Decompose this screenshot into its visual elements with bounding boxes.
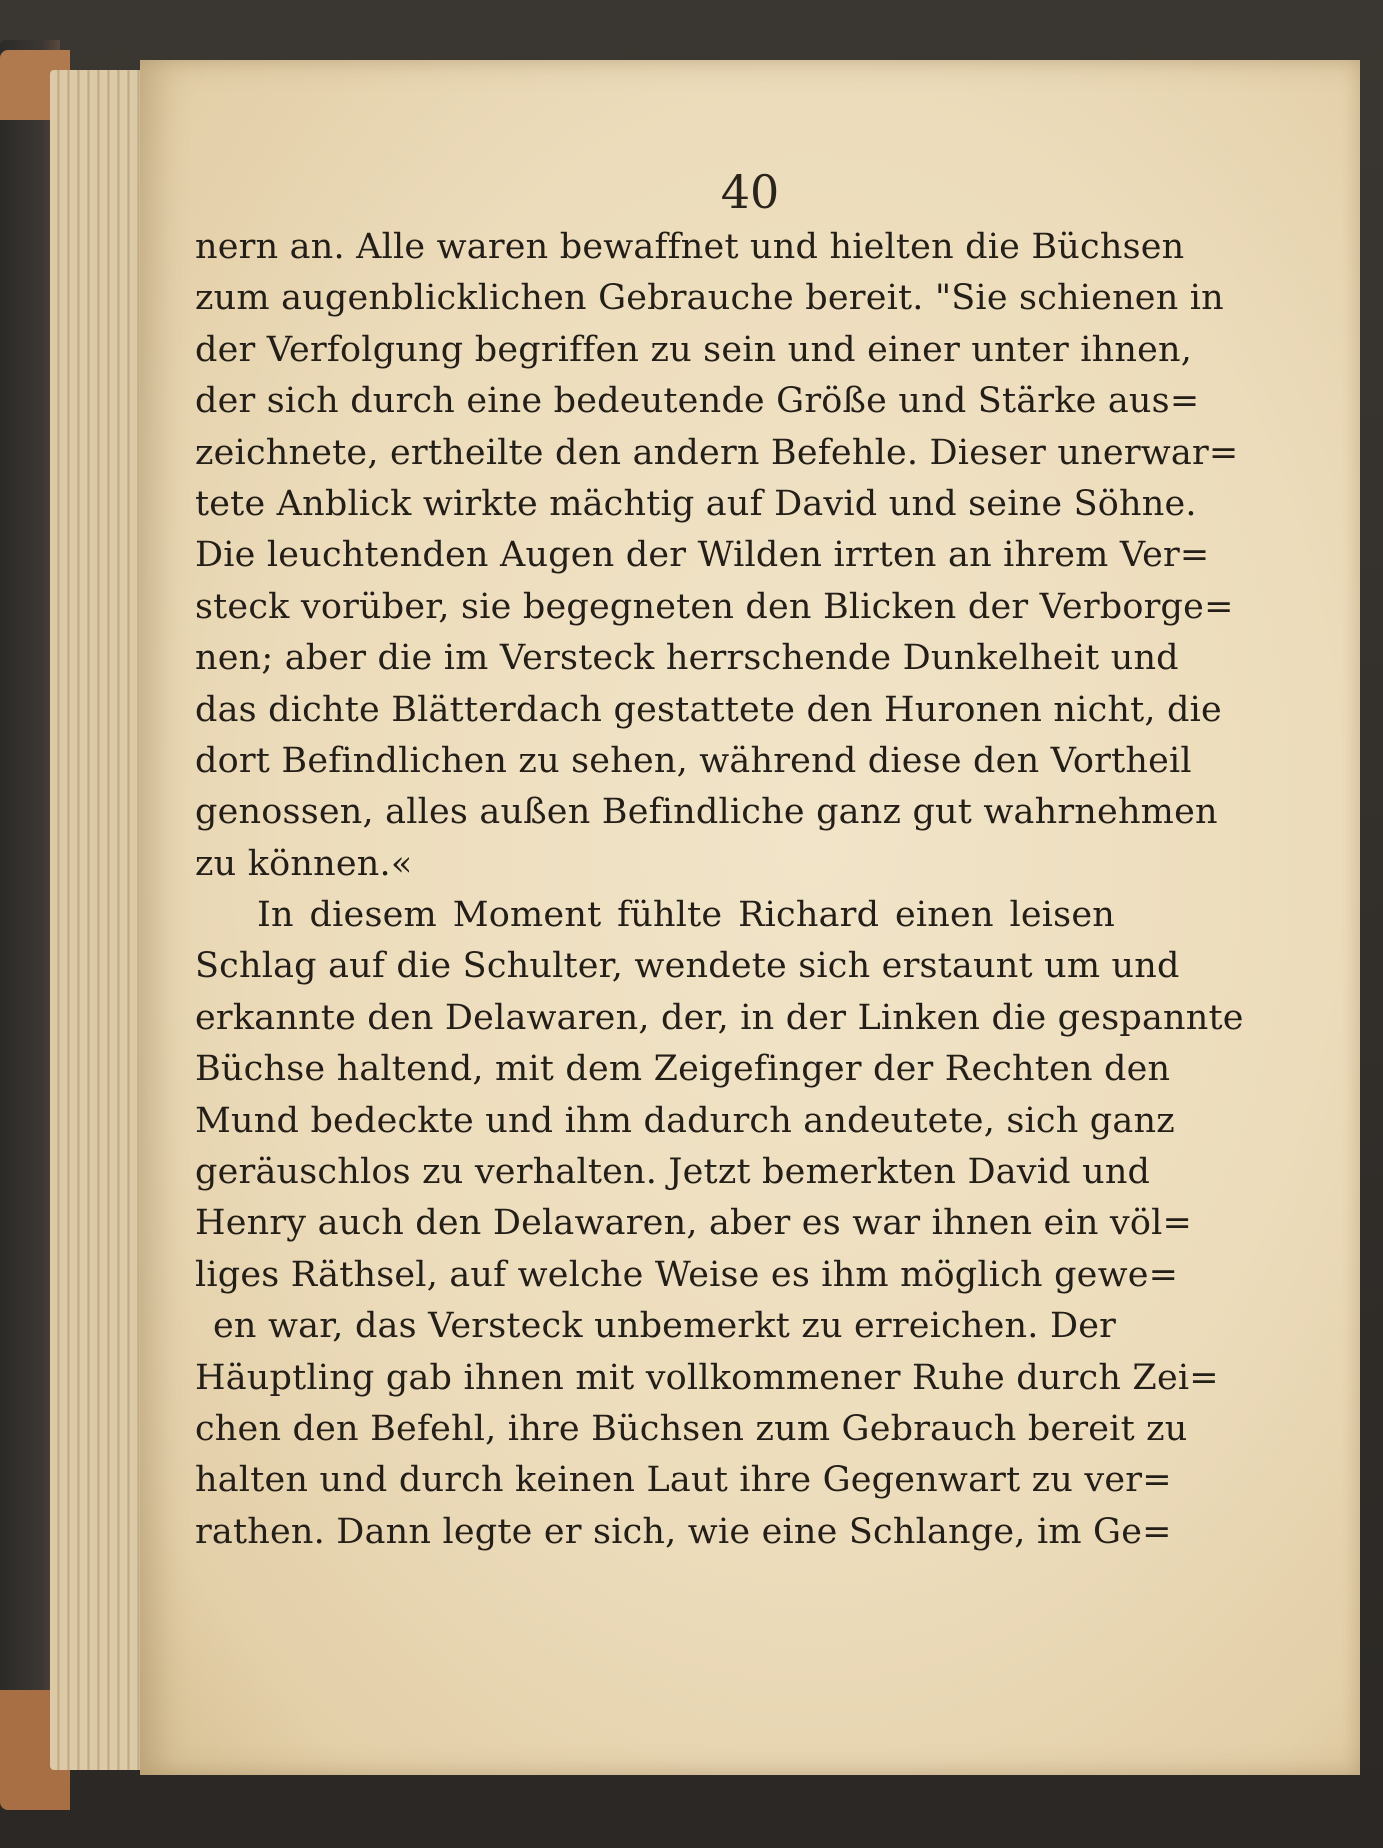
text-line: en war, das Versteck unbemerkt zu erreichen. Der	[213, 1306, 1117, 1347]
text-line: steck vorüber, sie begegneten den Blicken der Verborge=	[195, 586, 1234, 627]
text-line: nen; aber die im Versteck herrschende Dunkelheit und	[195, 638, 1179, 679]
text-line: zeichnete, ertheilte den andern Befehle. Dieser unerwar=	[195, 432, 1239, 473]
text-line: geräuschlos zu verhalten. Jetzt bemerkten David und	[195, 1152, 1151, 1193]
body-text	[195, 222, 1244, 1558]
text-line: dort Befindlichen zu sehen, während diese den Vortheil	[195, 740, 1192, 781]
text-line: chen den Befehl, ihre Büchsen zum Gebrauch bereit zu	[195, 1408, 1188, 1449]
text-line: Schlag auf die Schulter, wendete sich erstaunt um und	[195, 946, 1180, 987]
text-line: Mund bedeckte und ihm dadurch andeutete, sich ganz	[195, 1100, 1175, 1141]
page-number: 40	[720, 165, 780, 219]
text-line: Büchse haltend, mit dem Zeigefinger der Rechten den	[195, 1049, 1171, 1090]
text-line: genossen, alles außen Befindliche ganz gut wahrnehmen	[195, 792, 1218, 833]
text-line: erkannte den Delawaren, der, in der Linken die gespannte	[195, 997, 1244, 1038]
text-line: Häuptling gab ihnen mit vollkommener Ruhe durch Zei=	[195, 1357, 1219, 1398]
text-line: Henry auch den Delawaren, aber es war ihnen ein völ=	[195, 1203, 1193, 1244]
text-line: halten und durch keinen Laut ihre Gegenwart zu ver=	[195, 1460, 1172, 1501]
text-line: nern an. Alle waren bewaffnet und hielten die Büchsen	[195, 227, 1185, 267]
text-line: tete Anblick wirkte mächtig auf David und seine Söhne.	[195, 483, 1197, 524]
text-line: zum augenblicklichen Gebrauche bereit. "Sie schienen in	[195, 278, 1224, 319]
paragraph-start-line: In diesem Moment fühlte Richard einen leisen	[257, 895, 1115, 936]
text-line: Die leuchtenden Augen der Wilden irrten an ihrem Ver=	[195, 535, 1210, 576]
text-line: zu können.«	[195, 843, 413, 884]
text-line: rathen. Dann legte er sich, wie eine Schlange, im Ge=	[195, 1511, 1172, 1552]
text-line: das dichte Blätterdach gestattete den Huronen nicht, die	[195, 689, 1222, 730]
text-line: der Verfolgung begriffen zu sein und einer unter ihnen,	[195, 329, 1193, 370]
text-line: der sich durch eine bedeutende Größe und Stärke aus=	[195, 381, 1200, 422]
text-line: liges Räthsel, auf welche Weise es ihm möglich gewe=	[195, 1254, 1179, 1295]
